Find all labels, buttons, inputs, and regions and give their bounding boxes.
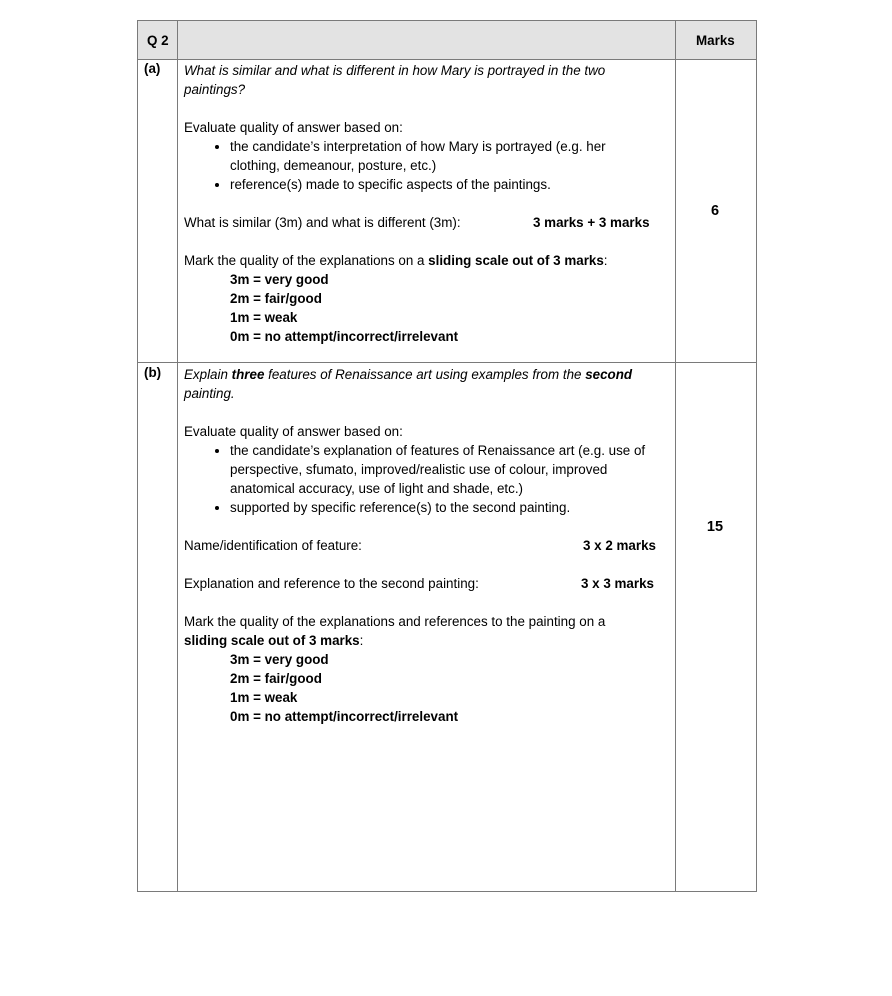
part-a-criterion: • the candidate’s interpretation of how Mary is portrayed (e.g. her clothing, demeanour, posture, etc.) (230, 137, 672, 175)
part-b-explanation-label: Explanation and reference to the second painting: (184, 576, 479, 591)
part-a-marks-split (184, 213, 672, 232)
part-b-content (184, 365, 672, 726)
part-b-scale-intro-line1: Mark the quality of the explanations and references to the painting on a (184, 614, 606, 629)
part-b-name-label: Name/identification of feature: (184, 538, 362, 553)
scale-item: 1m = weak (230, 310, 298, 325)
part-b-question-line2: painting. (184, 386, 235, 401)
part-b-name-marks (184, 536, 672, 555)
scale-item: 0m = no attempt/incorrect/irrelevant (230, 329, 459, 344)
part-a-evaluate-heading: Evaluate quality of answer based on: (184, 120, 403, 135)
part-b-explanation-value: 3 x 3 marks (581, 576, 654, 591)
table-header-background (138, 21, 756, 59)
scale-item: 1m = weak (230, 690, 298, 705)
column-divider-label (177, 21, 178, 891)
part-a-split-label: What is similar (3m) and what is different (3m): (184, 215, 461, 230)
part-a-sliding-scale (184, 270, 672, 346)
header-divider (138, 59, 756, 60)
part-a-question-line1: What is similar and what is different in how Mary is portrayed in the two (184, 63, 606, 78)
part-b-explanation-marks (184, 574, 672, 593)
column-divider-marks (675, 21, 676, 891)
scale-item: 3m = very good (230, 272, 329, 287)
part-a-split-marks: 3 marks + 3 marks (533, 215, 650, 230)
part-b-criterion: • the candidate’s explanation of features of Renaissance art (e.g. use of perspective, sfumato, improved/realistic use of colour, improved anatomical accuracy, use of light and shade, etc.) (230, 441, 672, 498)
part-b-criterion: • supported by specific reference(s) to the second painting. (230, 498, 672, 517)
part-b-name-value: 3 x 2 marks (583, 538, 656, 553)
part-a-label: (a) (144, 61, 161, 76)
row-divider (138, 362, 756, 363)
part-b-marks: 15 (706, 519, 724, 535)
scale-item: 0m = no attempt/incorrect/irrelevant (230, 709, 459, 724)
part-b-criteria-list (184, 441, 672, 517)
marks-column-header: Marks (696, 33, 735, 48)
part-a-criteria-list (184, 137, 672, 194)
part-a-scale-intro: Mark the quality of the explanations on a sliding scale out of 3 marks: (184, 253, 608, 268)
marking-table (137, 20, 757, 892)
part-b-question-line1: Explain three features of Renaissance art using examples from the second (184, 367, 633, 382)
part-b-label: (b) (144, 365, 162, 380)
part-a-marks: 6 (710, 203, 720, 219)
part-a-criterion: • reference(s) made to specific aspects of the paintings. (230, 175, 672, 194)
question-number: Q 2 (147, 33, 169, 48)
part-a-question-line2: paintings? (184, 82, 246, 97)
part-b-sliding-scale (184, 650, 672, 726)
part-a-content (184, 61, 672, 346)
scale-item: 2m = fair/good (230, 291, 322, 306)
part-b-evaluate-heading: Evaluate quality of answer based on: (184, 424, 403, 439)
scale-item: 2m = fair/good (230, 671, 322, 686)
scale-item: 3m = very good (230, 652, 329, 667)
part-b-scale-intro-line2: sliding scale out of 3 marks: (184, 633, 364, 648)
